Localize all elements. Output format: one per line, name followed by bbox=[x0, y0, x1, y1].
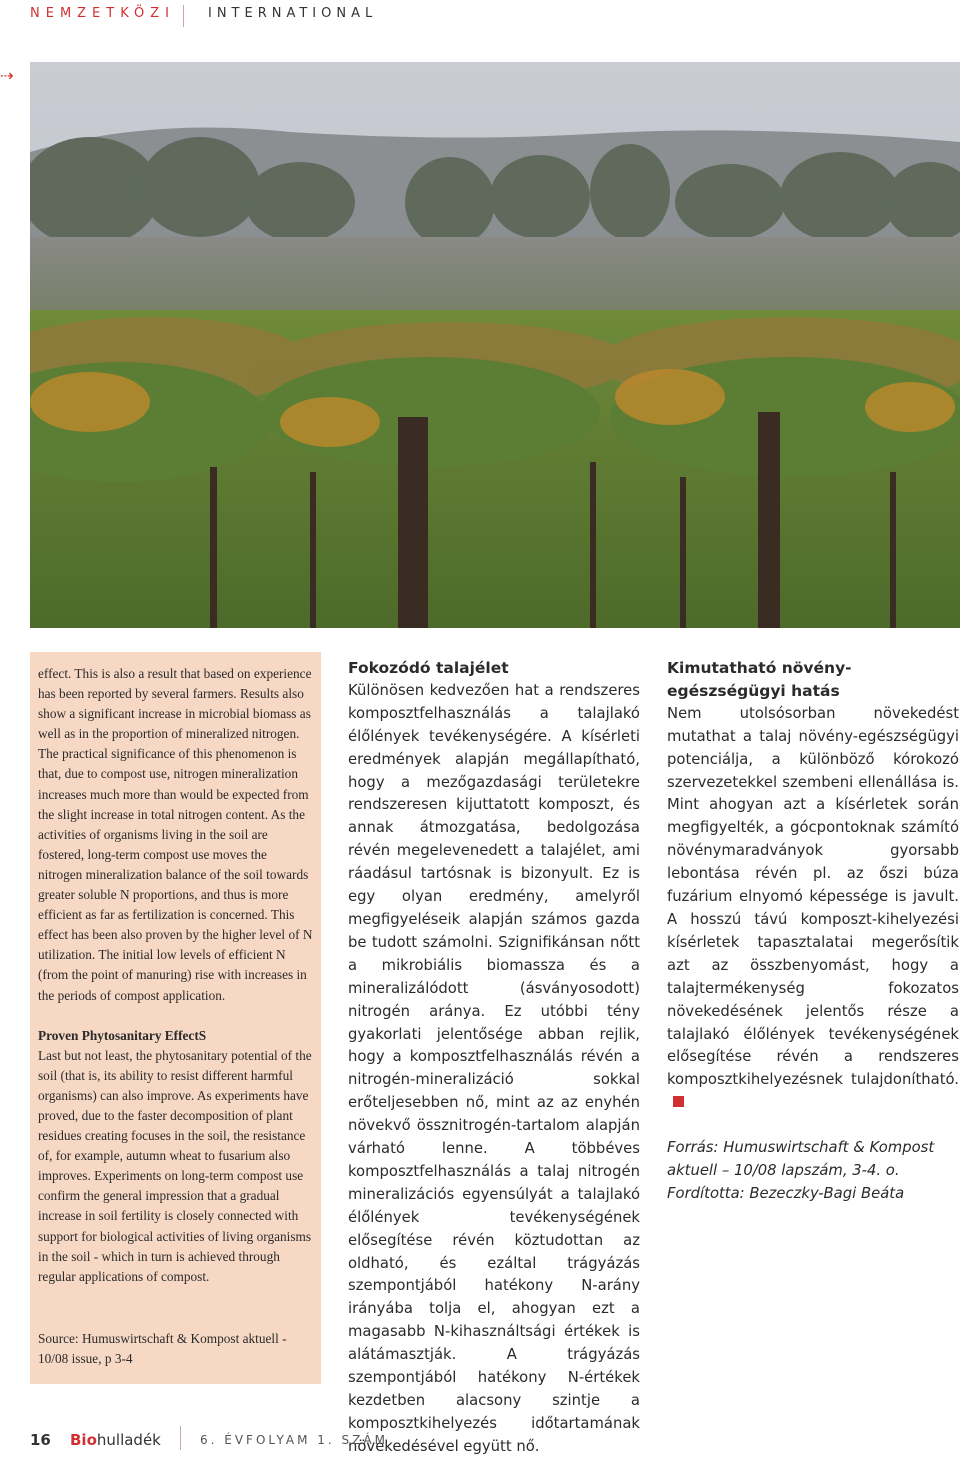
column-2-body: Különösen kedvezően hat a rendszeres komposztfelhasználás a talajlakó élőlények tevékenységére. A kísérleti eredmények alapján megállapítható, hogy a mezőgazdasági területekre rendszeresen kijuttatott komposzt, és annak átmozgatása, bedolgozása révén megelevenedett a talajélet, ami ráadásul tartósnak is bizonyult. Ez is egy olyan eredmény, amelyről megfigyeléseik alapján számos gazda be tudott számolni. Szignifikánsan nőtt a mikrobiális biomassza és a mineralizálódott (ásványosodott) nitrogén aránya. Ez utóbbi tény gyakorlati jelentősége abban rejlik, hogy a komposztfelhasználás révén a nitrogén-mineralizáció sokkal erőteljesebben nő, mint az az enyhén növekvő össznitrogén-tartalom alapján várható lenne. A többéves komposztfelhasználás a talaj nitrogén mineralizációs egyensúlyát a talajlakó élőlények tevékenységének elősegítése révén köztudottan az oldható, és ezáltal trágyázás szempontjából hatékony N-arány irányába tolja el, ahogyan ezt a magasabb N-kihasználtsági értékek is alátámasztják. A trágyázás szempontjából hatékony N-értékek kezdetben alacsony szintje a komposztkihelyezés időtartamának növekedésével együtt nő. bbox=[348, 681, 640, 1455]
english-summary-text bbox=[38, 664, 314, 1369]
summary-paragraph-2: Last but not least, the phytosanitary potential of the soil (that is, its ability to resist different harmful organisms) can also improve. As experiments have proved, due to the faster decomposition of plant residues creating focuses in the soil, the resistance of, for example, autumn wheat to fusarium also improves. Experiments on long-term compost use confirm the general impression that a gradual increase in soil fertility is closely connected with support for biological activities of living organisms in the soil - which in turn is achieved through regular applications of compost. bbox=[38, 1047, 312, 1284]
brand-bio: Bio bbox=[70, 1431, 97, 1449]
page-header bbox=[0, 0, 960, 40]
magazine-brand bbox=[70, 1431, 161, 1449]
summary-paragraph-1: effect. This is also a result that based on experience has been reported by several farmers. Results also show a significant increase in microbial biomass as well as in the proportion of mineralized nitrogen. The practical significance of this phenomenon is that, due to compost use, nitrogen mineralization increases much more than would be expected from the slight increase in total nitrogen content. As the activities of organisms living in the soil are fostered, long-term compost use moves the nitrogen mineralization balance of the soil towards greater soluble N proportions, and thus is more efficient as far as fertilization is concerned. This effect has been also proven by the higher level of N utilization. The initial low levels of efficient N (from the point of manuring) rise with increases in the periods of compost application. bbox=[38, 666, 313, 1003]
footer-divider bbox=[180, 1426, 181, 1450]
column-3-body-text: Nem utolsósorban növekedést mutathat a talaj növény-egészségügyi potenciálja, a különböző kórokozó szervezetekkel szembeni ellenállása is. Mint ahogyan azt a kísérletek során megfigyelték, a gócpontoknak számító növénymaradványok gyorsabb lebontása révén pl. az őszi búza fuzárium elnyomó képessége is javult. A hosszú távú komposzt-kihelyezési kísérletek tapasztalatai megerősítik azt az összbenyomást, hogy a talajtermékenység fokozatos növekedésének jelentős része a talajlakó élőlények tevékenységének elősegítése révén a rendszeres komposztkihelyezésnek tulajdonítható. bbox=[667, 704, 959, 1089]
article-column-2 bbox=[348, 657, 640, 1459]
vineyard-photo bbox=[30, 62, 960, 628]
section-label-en: INTERNATIONAL bbox=[208, 6, 378, 21]
english-summary-box bbox=[30, 652, 321, 1384]
column-3-heading: Kimutatható növény-egészségügyi hatás bbox=[667, 659, 852, 700]
source-credit: Forrás: Humuswirtschaft & Kompost aktuell – 10/08 lapszám, 3-4. o. bbox=[667, 1139, 935, 1180]
summary-heading: Proven Phytosanitary EffectS bbox=[38, 1027, 207, 1043]
page-footer bbox=[0, 1420, 960, 1451]
brand-hulladek: hulladék bbox=[96, 1431, 161, 1449]
summary-source: Source: Humuswirtschaft & Kompost aktuell - 10/08 issue, p 3-4 bbox=[38, 1330, 287, 1366]
article-column-3 bbox=[667, 657, 959, 1206]
header-divider bbox=[183, 5, 184, 27]
translator-credit: Fordította: Bezeczky-Bagi Beáta bbox=[667, 1184, 905, 1202]
section-label-hu: NEMZETKÖZI bbox=[30, 6, 176, 21]
column-2-heading: Fokozódó talajélet bbox=[348, 659, 509, 677]
page-number: 16 bbox=[30, 1431, 51, 1449]
dotted-arrow-icon: ⇢ bbox=[0, 66, 14, 85]
issue-label: 6. ÉVFOLYAM 1. SZÁM bbox=[200, 1433, 388, 1447]
column-3-body bbox=[667, 703, 959, 1115]
end-mark-icon bbox=[673, 1096, 684, 1107]
